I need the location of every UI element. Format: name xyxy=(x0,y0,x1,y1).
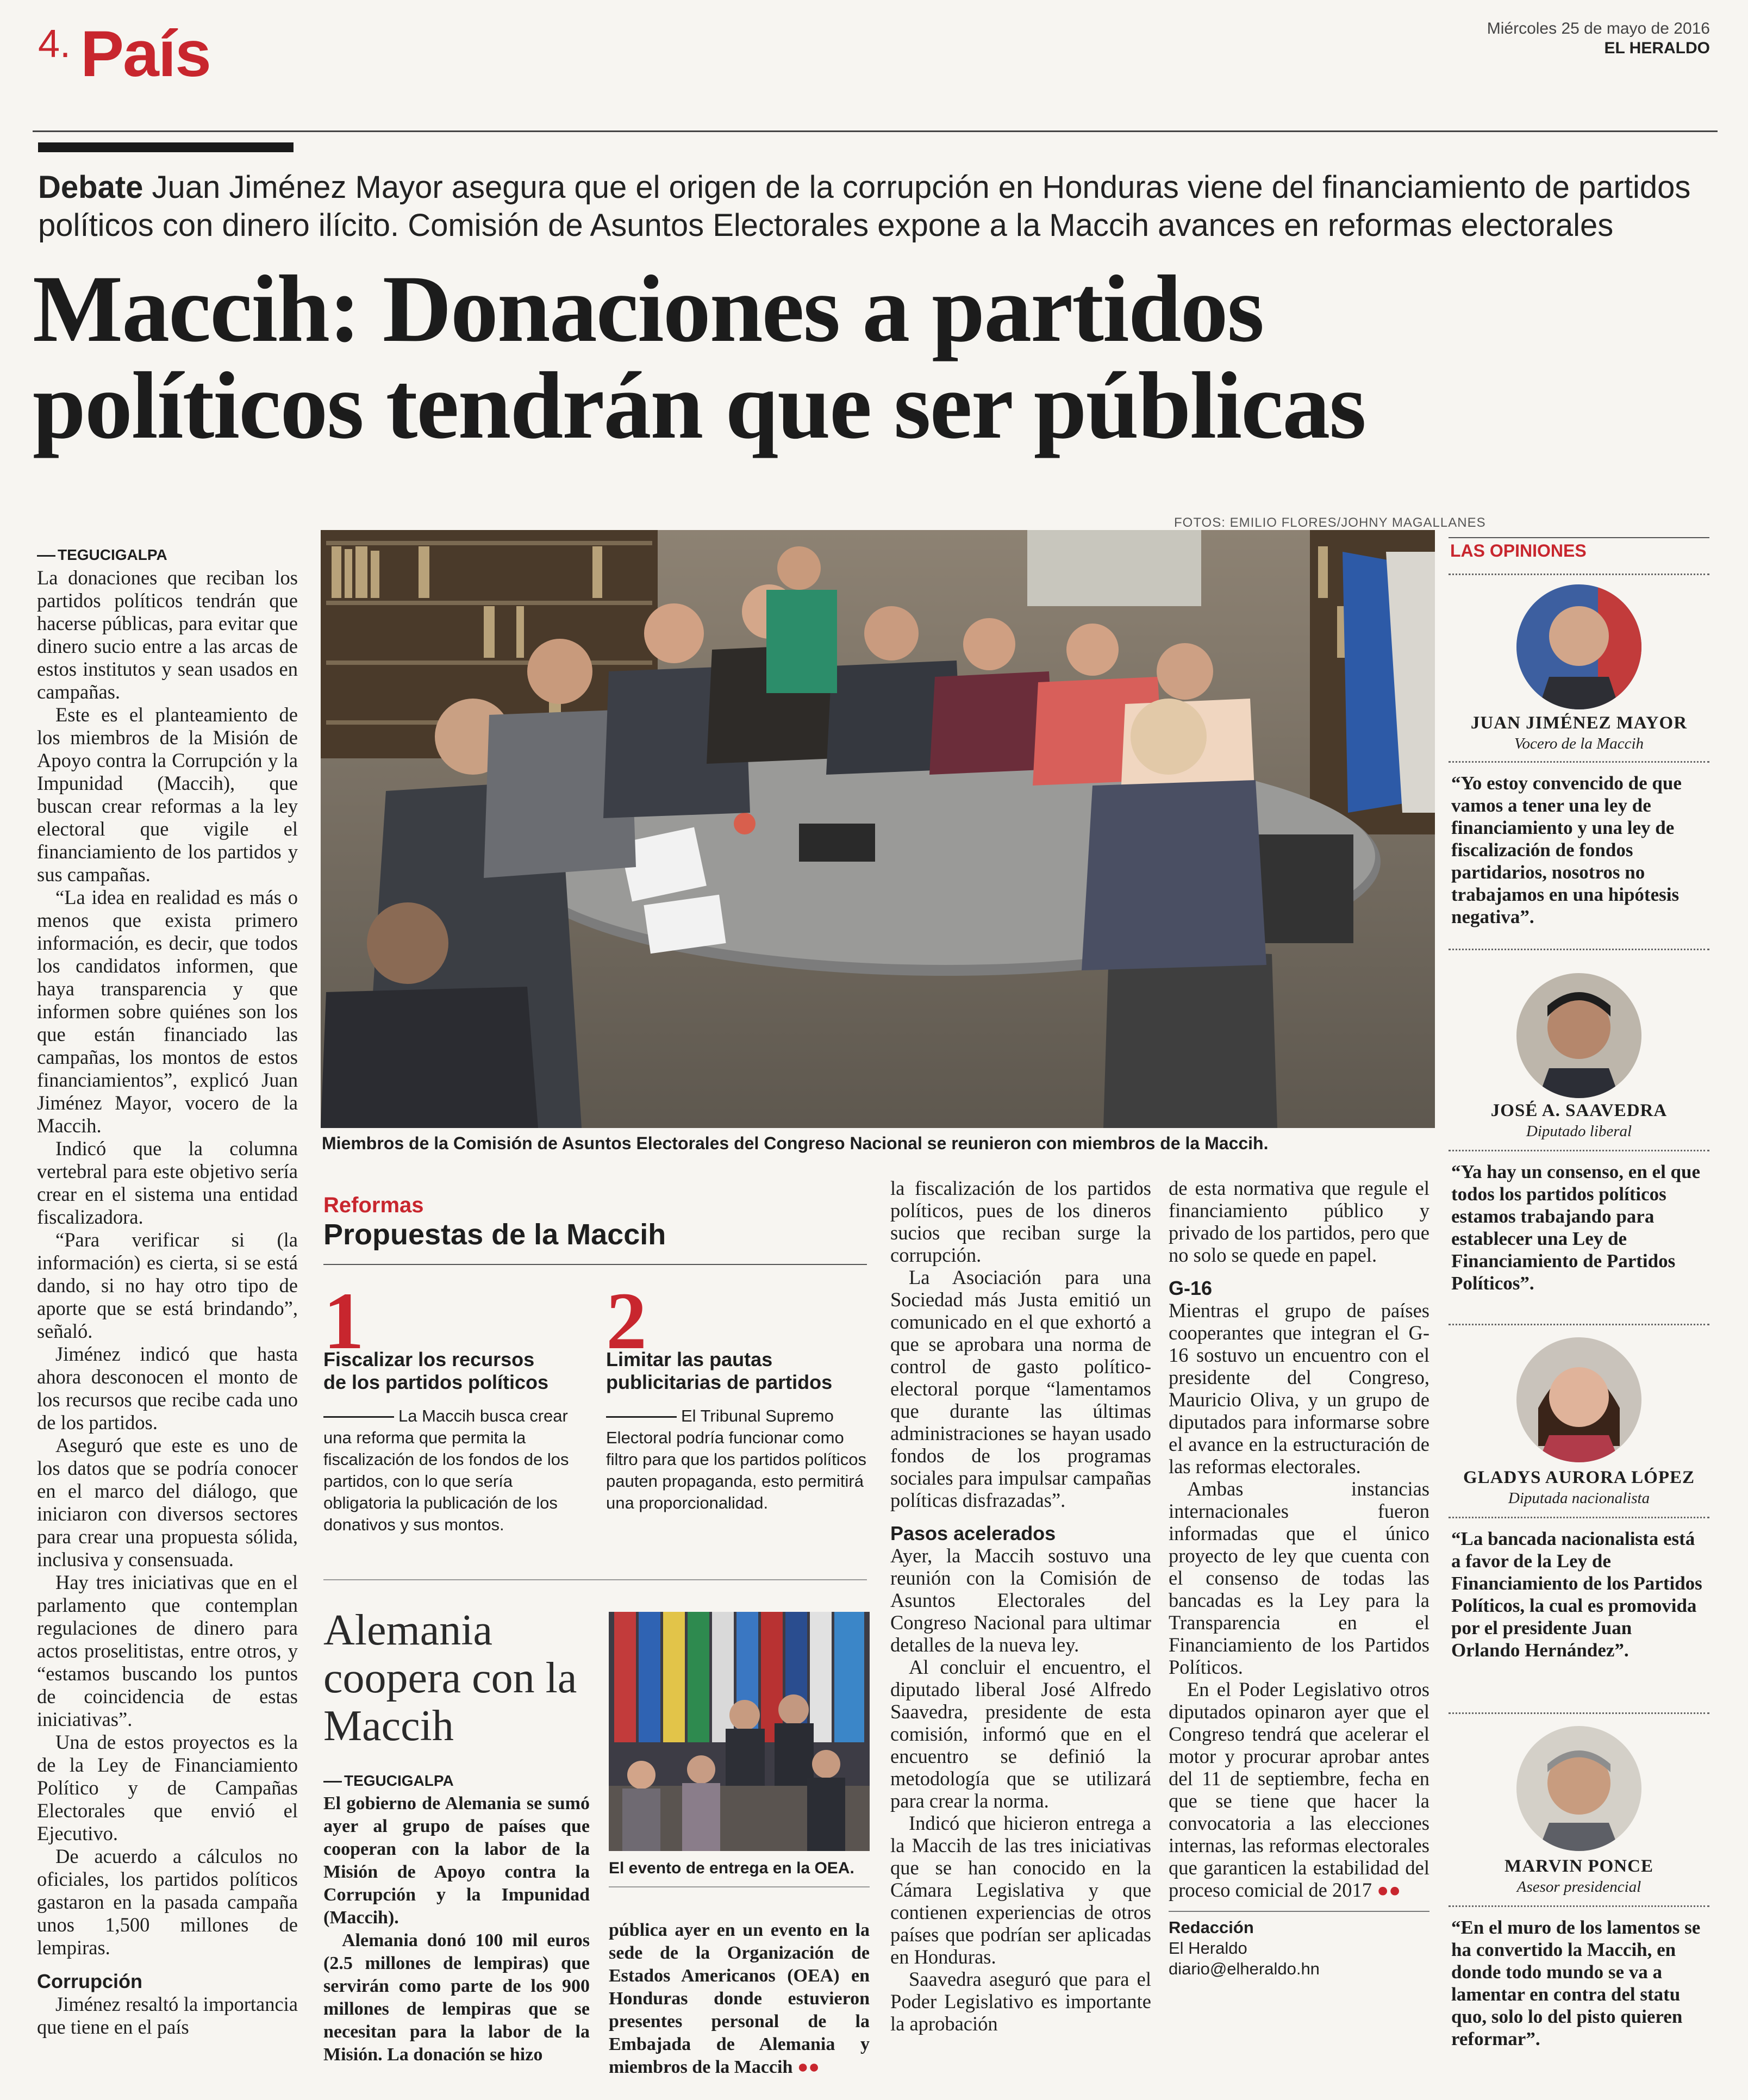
oea-event-photo xyxy=(609,1612,870,1851)
left-article-column xyxy=(37,544,298,2039)
subhead-lead: Debate xyxy=(38,170,143,205)
paragraph: El gobierno de Alemania se sumó ayer al grupo de países que cooperan con la labor de la Misión de Apoyo contra la Corrupción y la Impunidad (Maccih). xyxy=(323,1793,590,1928)
opinion-role: Vocero de la Maccih xyxy=(1514,735,1644,752)
subhead-text: Juan Jiménez Mayor asegura que el origen de la corrupción en Honduras viene del financiamiento de partidos políticos con dinero ilícito. Comisión de Asuntos Electorales expone a la Maccih avances en reformas electorales xyxy=(38,170,1691,243)
paragraph: Ayer, la Maccih sostuvo una reunión con la Comisión de Asuntos Electorales del Congreso Nacional para ultimar detalles de la nueva ley. xyxy=(890,1544,1151,1656)
headline-line-1: Maccih: Donaciones a partidos xyxy=(33,256,1264,362)
middle-article-column xyxy=(890,1177,1151,2035)
opinion-name: JUAN JIMÉNEZ MAYOR xyxy=(1470,713,1688,733)
publication-date: Miércoles 25 de mayo de 2016 xyxy=(1487,20,1710,38)
avatar xyxy=(1516,1726,1641,1851)
opinion-quote: “Ya hay un consenso, en el que todos los partidos políticos estamos trabajando para establecer una Ley de Financiamiento de Partidos Políticos”. xyxy=(1451,1161,1701,1294)
end-mark-icon: ●● xyxy=(797,2057,820,2077)
opinions-top-rule xyxy=(1449,537,1709,538)
paragraph: Ambas instancias internacionales fueron informadas que el único proyecto de ley que cuenta con el consenso de todas las bancadas es la Ley para la Transparencia en el Financiamiento de los Partidos Políticos. xyxy=(1169,1478,1429,1678)
paragraph-text: pública ayer en un evento en la sede de la Organización de Estados Americanos (OEA) en Honduras donde estuvieron presentes personal de la Embajada de Alemania y miembros de la Maccih xyxy=(609,1920,870,2077)
dateline: TEGUCIGALPA xyxy=(37,544,298,566)
proposal-title: Limitar las pautas publicitarias de partidos xyxy=(606,1348,833,1393)
paragraph xyxy=(609,1919,870,2079)
dash-rule xyxy=(323,1416,394,1418)
paragraph: La donaciones que reciban los partidos políticos tendrán que hacerse públicas, para evitar que dinero sucio entre a las arcas de estos institutos y sean usados en campañas. xyxy=(37,566,298,703)
avatar xyxy=(1516,973,1641,1098)
proposal-number: 2 xyxy=(606,1276,647,1366)
paragraph: Este es el planteamiento de los miembros de la Misión de Apoyo contra la Corrupción y la Impunidad (Maccih), que buscan crear reformas a la ley electoral que vigile el financiamiento de los partidos y sus campañas. xyxy=(37,703,298,886)
photo-caption: Miembros de la Comisión de Asuntos Electorales del Congreso Nacional se reunieron con miembros de la Maccih. xyxy=(322,1133,1269,1153)
paragraph: la fiscalización de los partidos políticos, pues de los dineros sucios que reciban surge la corrupción. xyxy=(890,1177,1151,1266)
paragraph: Al concluir el encuentro, el diputado liberal José Alfredo Saavedra, presidente de esta comisión, informó que en el encuentro se definió la metodología que se utilizará para crear la norma. xyxy=(890,1656,1151,1812)
opinion-quote: “Yo estoy convencido de que vamos a tener una ley de financiamiento y una ley de fiscalización de fondos partidarios, nosotros no trabajamos en una hipótesis negativa”. xyxy=(1451,772,1682,927)
avatar xyxy=(1516,1337,1641,1462)
dateline: TEGUCIGALPA xyxy=(323,1769,590,1792)
paragraph xyxy=(1169,1678,1429,1901)
opinions-dotted-rule xyxy=(1449,949,1709,950)
opinions-dotted-rule xyxy=(1449,761,1709,763)
section-name: País xyxy=(80,17,210,90)
headline-line-2: políticos tendrán que ser públicas xyxy=(33,353,1365,459)
paragraph: Indicó que hicieron entrega a la Maccih de las tres iniciativas que se han conocido en la Cámara Legislativa y que contienen experiencias de otros países que podrían ser aplicadas en Honduras. xyxy=(890,1812,1151,1968)
opinions-dotted-rule xyxy=(1449,1712,1709,1714)
section-subhead: Pasos acelerados xyxy=(890,1522,1056,1544)
article-subhead xyxy=(38,169,1707,245)
proposal-body-text: La Maccih busca crear una reforma que permita la fiscalización de los fondos de los partidos, con lo que sería obligatoria la publicación de los donativos y sus montos. xyxy=(323,1406,569,1534)
opinions-dotted-rule xyxy=(1449,1517,1709,1518)
paragraph: Saavedra aseguró que para el Poder Legislativo es importante la aprobación xyxy=(890,1968,1151,2035)
header-accent-bar xyxy=(38,142,294,152)
avatar-illustration xyxy=(1516,1726,1641,1851)
byline-block xyxy=(1169,1911,1429,1979)
opinions-label: LAS OPINIONES xyxy=(1450,541,1587,560)
header-rule xyxy=(33,130,1718,132)
paragraph: Indicó que la columna vertebral para este objetivo sería crear en el sistema una entidad fiscalizadora. xyxy=(37,1137,298,1228)
right-article-column xyxy=(1169,1177,1429,1979)
proposals-bottom-rule xyxy=(323,1579,867,1580)
article-headline xyxy=(33,256,1728,459)
paragraph: Jiménez indicó que hasta ahora desconocen el monto de los recursos que recibe cada uno de los partidos. xyxy=(37,1343,298,1434)
paragraph: de esta normativa que regule el financiamiento público y privado de los partidos, pero que no solo se quede en papel. xyxy=(1169,1177,1429,1266)
opinion-quote: “En el muro de los lamentos se ha convertido la Maccih, en donde todo mundo se va a lamentar en contra del statu quo, solo lo del pisto quieren reformar”. xyxy=(1451,1917,1701,2049)
opinions-dotted-rule xyxy=(1449,1324,1709,1325)
opinions-dotted-rule xyxy=(1449,574,1709,575)
paragraph: “La idea en realidad es más o menos que exista primero información, es decir, que todos los candidatos informen, que haya transparencia y que informen sobre quiénes son los que están financiado las campañas, los montos de estos financiamientos”, explicó Juan Jiménez Mayor, vocero de la Maccih. xyxy=(37,886,298,1137)
opinion-name: MARVIN PONCE xyxy=(1504,1856,1653,1876)
end-mark-icon: ●● xyxy=(1377,1879,1401,1901)
opinion-quote: “La bancada nacionalista está a favor de la Ley de Financiamiento de los Partidos Políticos, la cual es promovida por el presidente Juan Orlando Hernández”. xyxy=(1451,1528,1702,1661)
byline-outlet: El Heraldo xyxy=(1169,1939,1247,1958)
oea-photo-caption: El evento de entrega en la OEA. xyxy=(609,1859,854,1877)
germany-story-title: Alemania coopera con la Maccih xyxy=(323,1606,577,1750)
paragraph: La Asociación para una Sociedad más Justa emitió un comunicado en el que exhortó a que se aprobara una norma de control de gasto político-electoral porque “lamentamos que durante las últimas administraciones se hayan usado fondos de los programas sociales para impulsar campañas políticas disfrazadas”. xyxy=(890,1266,1151,1511)
proposal-title: Fiscalizar los recursos de los partidos políticos xyxy=(323,1348,549,1393)
section-number: 4. xyxy=(38,22,71,66)
opinion-name: GLADYS AURORA LÓPEZ xyxy=(1463,1468,1695,1487)
opinion-role: Diputado liberal xyxy=(1526,1123,1632,1140)
opinion-role: Diputada nacionalista xyxy=(1508,1490,1650,1507)
opinions-dotted-rule xyxy=(1449,1150,1709,1151)
paragraph: Una de estos proyectos es la de la Ley de Financiamiento Político y de Campañas Electorales que envió el Ejecutivo. xyxy=(37,1731,298,1844)
oea-photo-illustration xyxy=(609,1612,870,1851)
byline-label: Redacción xyxy=(1169,1918,1254,1937)
proposal-body xyxy=(606,1405,867,1514)
avatar xyxy=(1516,584,1641,709)
paragraph-text: En el Poder Legislativo otros diputados opinaron ayer que el Congreso tendrá que acelerar el motor y procurar aprobar antes del 11 de septiembre, fecha en que se tiene que hacer la convocatoria a las elecciones internas, las reformas electorales que garanticen la estabilidad del proceso comicial de 2017 xyxy=(1169,1678,1429,1901)
proposal-body xyxy=(323,1405,584,1536)
paragraph: Mientras el grupo de países cooperantes que integran el G-16 sostuvo un encuentro con el presidente del Congreso, Mauricio Oliva, y un grupo de diputados para informarse sobre el avance en la estructuración de las reformas electorales. xyxy=(1169,1299,1429,1478)
paragraph: Alemania donó 100 mil euros (2.5 millones de lempiras) que servirán como parte de los 900 millones de lempiras que se necesitan para la labor de la Misión. La donación se hizo xyxy=(323,1930,590,2065)
photo-credit: FOTOS: EMILIO FLORES/JOHNY MAGALLANES xyxy=(1174,515,1486,530)
proposals-title: Propuestas de la Maccih xyxy=(323,1218,666,1251)
opinions-dotted-rule xyxy=(1449,1905,1709,1907)
paragraph: De acuerdo a cálculos no oficiales, los partidos políticos gastaron en la pasada campaña unos 1,500 millones de lempiras. xyxy=(37,1845,298,1959)
paragraph: Jiménez resaltó la importancia que tiene en el país xyxy=(37,1993,298,2038)
paragraph: “Para verificar si (la información) es cierta, si se está dando, si no hay otro tipo de aporte que se está brindando”, señaló. xyxy=(37,1229,298,1342)
byline-email: diario@elheraldo.hn xyxy=(1169,1959,1320,1978)
caption-rule xyxy=(609,1886,870,1887)
proposal-number: 1 xyxy=(323,1276,364,1366)
proposals-rule xyxy=(323,1264,867,1265)
avatar-illustration xyxy=(1516,1337,1641,1462)
germany-story-body xyxy=(323,1769,590,2066)
paragraph: Hay tres iniciativas que en el parlamento que contemplan regulaciones de dinero para actos proselitistas, entre otros, y “estamos buscando los puntos de coincidencia de estas iniciativas”. xyxy=(37,1571,298,1730)
avatar-illustration xyxy=(1516,584,1641,709)
opinion-name: JOSÉ A. SAAVEDRA xyxy=(1490,1101,1668,1120)
proposal-body-text: El Tribunal Supremo Electoral podría funcionar como filtro para que los partidos políticos pauten propaganda, esto permitirá una proporcionalidad. xyxy=(606,1406,867,1512)
dash-rule xyxy=(606,1416,677,1418)
section-subhead: Corrupción xyxy=(37,1970,142,1992)
proposals-label: Reformas xyxy=(323,1193,424,1217)
avatar-illustration xyxy=(1516,973,1641,1098)
meeting-photo xyxy=(321,530,1435,1128)
paragraph: Aseguró que este es uno de los datos que se podría conocer en el marco del diálogo, que iniciaron con diversos sectores para crear una propuesta sólida, inclusiva y consensuada. xyxy=(37,1434,298,1571)
germany-story-continuation xyxy=(609,1919,870,2079)
meeting-photo-illustration xyxy=(321,530,1435,1128)
section-subhead: G-16 xyxy=(1169,1277,1213,1299)
opinion-role: Asesor presidencial xyxy=(1516,1878,1641,1896)
newspaper-name: EL HERALDO xyxy=(1604,39,1710,57)
